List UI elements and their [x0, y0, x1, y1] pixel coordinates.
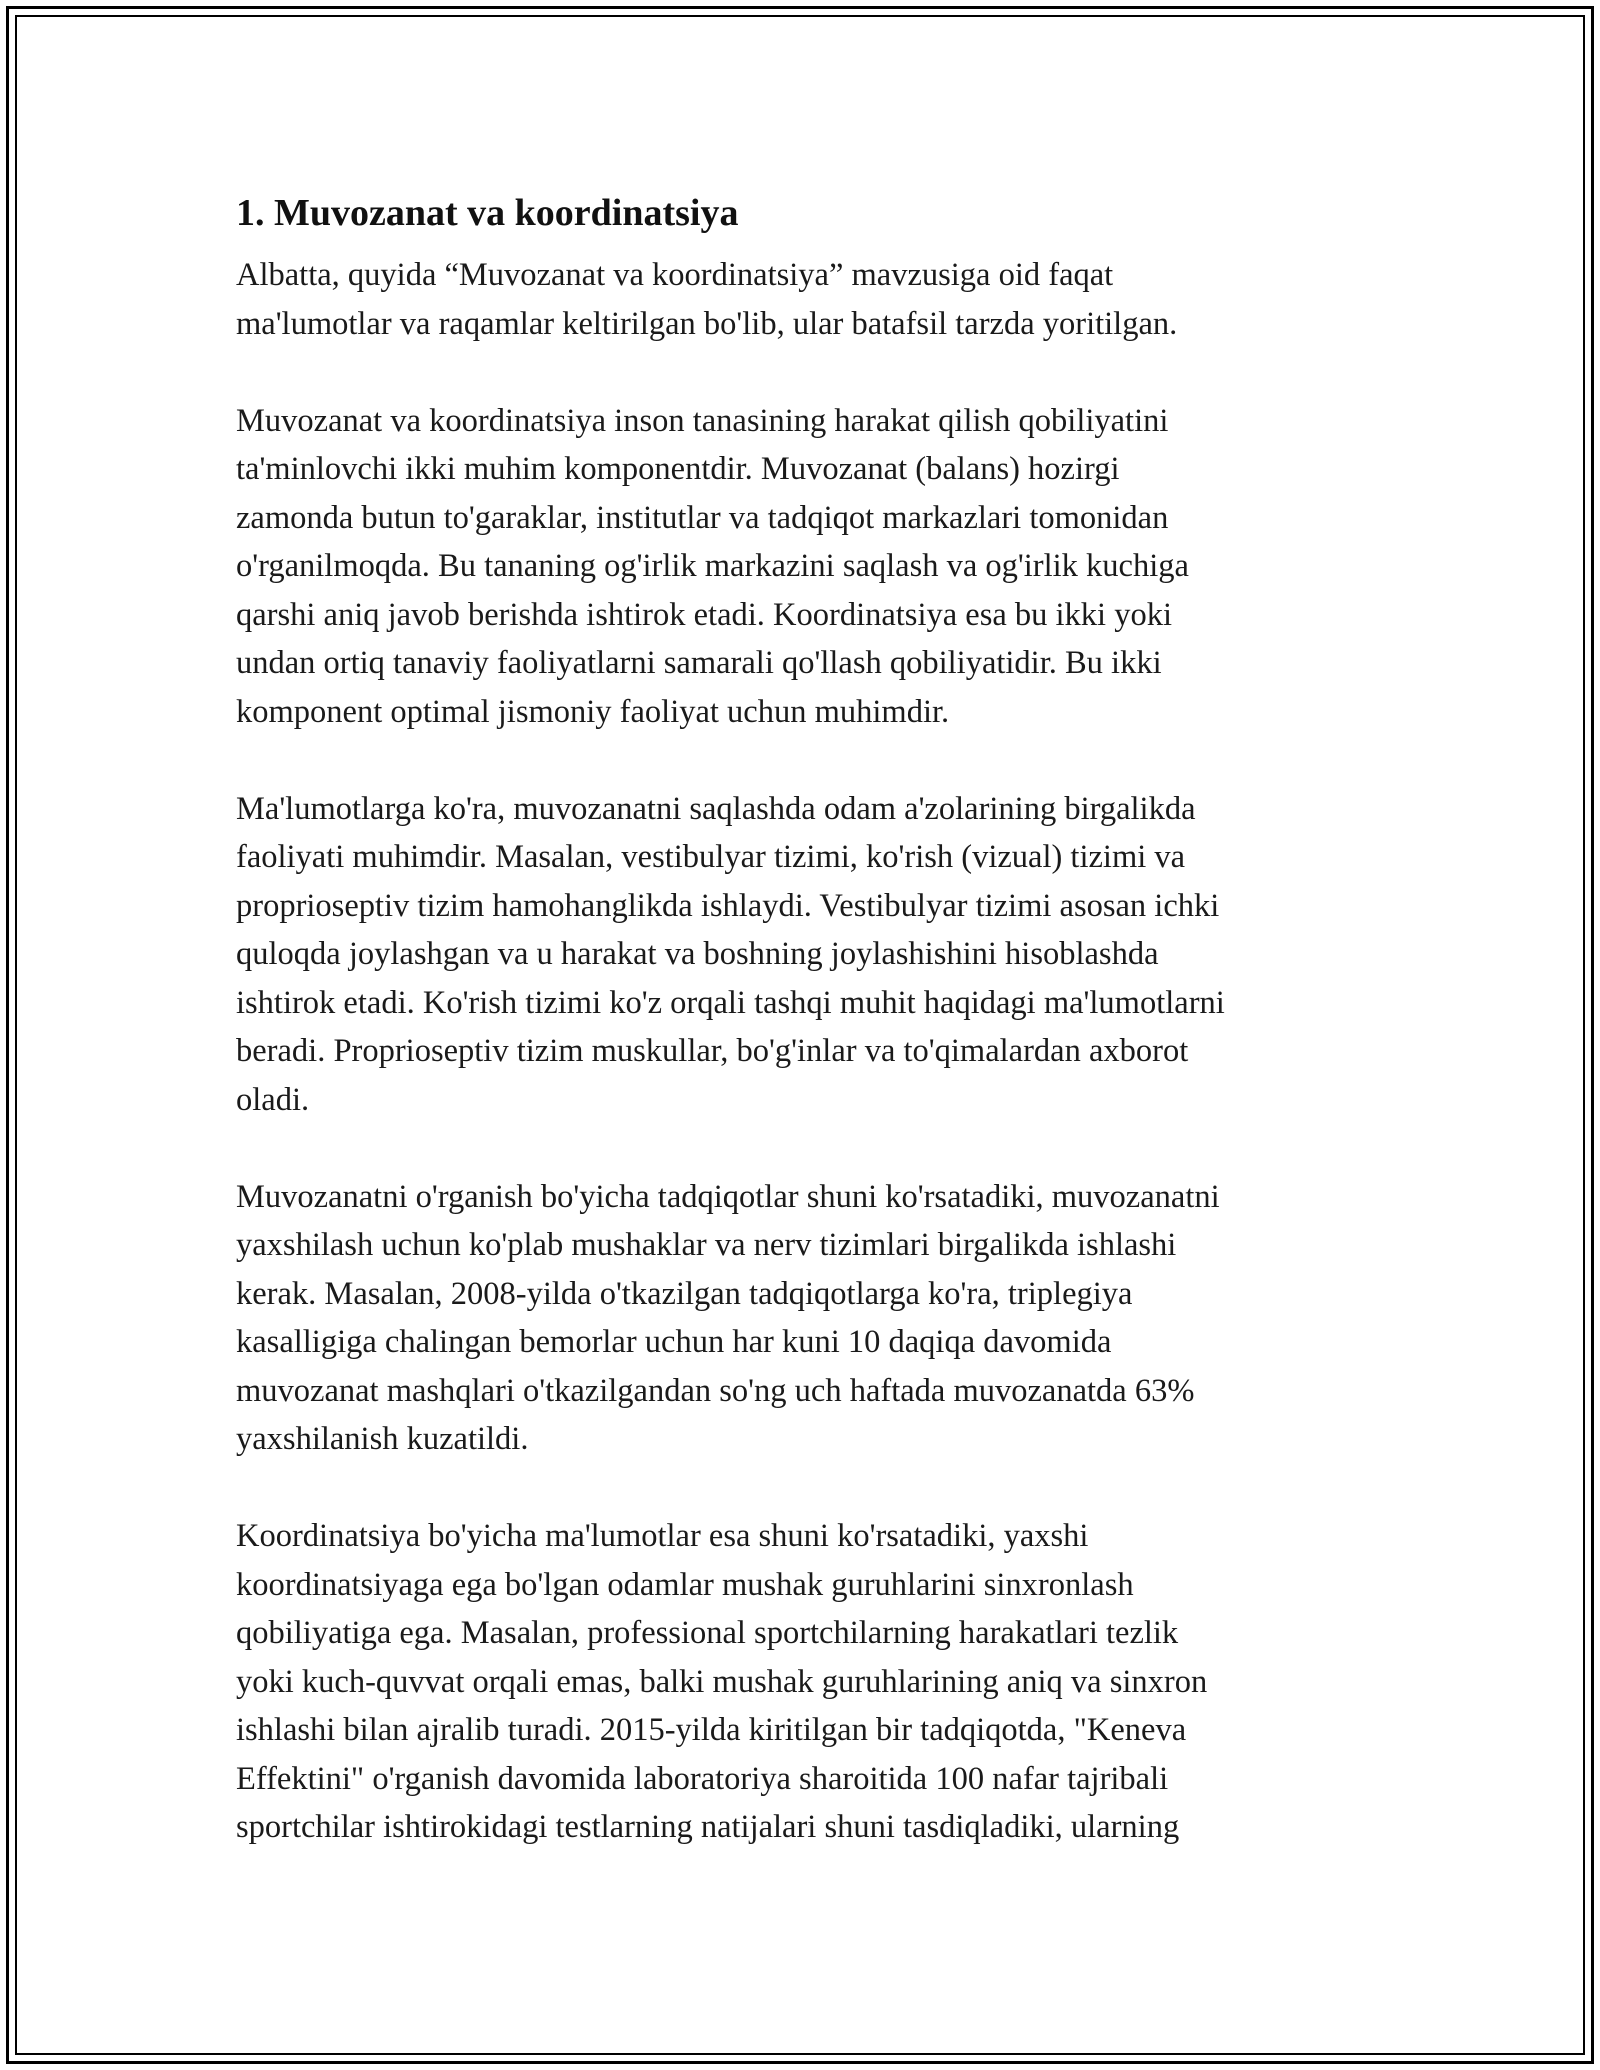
body-paragraph — [236, 1173, 1356, 1464]
text-line: muvozanat mashqlari o'tkazilgandan so'ng uch haftada muvozanatda 63% — [236, 1372, 1195, 1409]
text-line: zamonda butun to'garaklar, institutlar va tadqiqot markazlari tomonidan — [236, 499, 1169, 536]
text-line: undan ortiq tanaviy faoliyatlarni samarali qo'llash qobiliyatidir. Bu ikki — [236, 645, 1162, 681]
text-line: oladi. — [236, 1081, 310, 1118]
text-line: kerak. Masalan, 2008-yilda o'tkazilgan tadqiqotlarga ko'ra, triplegiya — [236, 1275, 1133, 1312]
body-paragraph — [236, 785, 1356, 1125]
text-line: qarshi aniq javob berishda ishtirok etadi. Koordinatsiya esa bu ikki yoki — [236, 596, 1172, 633]
text-line: ishlashi bilan ajralib turadi. 2015-yilda kiritilgan bir tadqiqotda, "Keneva — [236, 1712, 1187, 1748]
text-line: Ma'lumotlarga ko'ra, muvozanatni saqlashda odam a'zolarining birgalikda — [236, 790, 1196, 827]
document-body — [236, 183, 1356, 1900]
text-line: Muvozanat va koordinatsiya inson tanasining harakat qilish qobiliyatini — [236, 402, 1169, 439]
text-line: yaxshilash uchun ko'plab mushaklar va nerv tizimlari birgalikda ishlashi — [236, 1227, 1177, 1263]
body-paragraph — [236, 1512, 1356, 1852]
text-line: proprioseptiv tizim hamohanglikda ishlaydi. Vestibulyar tizimi asosan ichki — [236, 887, 1220, 924]
text-line: ma'lumotlar va raqamlar keltirilgan bo'lib, ular batafsil tarzda yoritilgan. — [236, 305, 1178, 342]
text-line: kasalligiga chalingan bemorlar uchun har kuni 10 daqiqa davomida — [236, 1324, 1112, 1360]
text-line: Koordinatsiya bo'yicha ma'lumotlar esa shuni ko'rsatadiki, yaxshi — [236, 1518, 1089, 1554]
text-line: yaxshilanish kuzatildi. — [236, 1421, 529, 1457]
text-line: beradi. Proprioseptiv tizim muskullar, bo'g'inlar va to'qimalardan axborot — [236, 1033, 1189, 1069]
text-line: o'rganilmoqda. Bu tananing og'irlik markazini saqlash va og'irlik kuchiga — [236, 548, 1189, 584]
text-line: koordinatsiyaga ega bo'lgan odamlar mushak guruhlarini sinxronlash — [236, 1566, 1134, 1603]
text-line: quloqda joylashgan va u harakat va boshning joylashishini hisoblashda — [236, 936, 1159, 972]
text-line: komponent optimal jismoniy faoliyat uchun muhimdir. — [236, 693, 950, 730]
body-paragraph — [236, 251, 1356, 348]
text-line: sportchilar ishtirokidagi testlarning natijalari shuni tasdiqladiki, ularning — [236, 1809, 1180, 1845]
text-line: ishtirok etadi. Ko'rish tizimi ko'z orqali tashqi muhit haqidagi ma'lumotlarni — [236, 984, 1225, 1021]
text-line: ta'minlovchi ikki muhim komponentdir. Muvozanat (balans) hozirgi — [236, 451, 1120, 487]
body-paragraph — [236, 397, 1356, 737]
section-heading: 1. Muvozanat va koordinatsiya — [236, 192, 739, 234]
text-line: Albatta, quyida “Muvozanat va koordinatsiya” mavzusiga oid faqat — [236, 257, 1114, 293]
text-line: Muvozanatni o'rganish bo'yicha tadqiqotlar shuni ko'rsatadiki, muvozanatni — [236, 1178, 1220, 1215]
text-line: qobiliyatiga ega. Masalan, professional sportchilarning harakatlari tezlik — [236, 1615, 1179, 1651]
paragraph-list — [236, 251, 1356, 1852]
text-line: Effektini" o'rganish davomida laboratoriya sharoitida 100 nafar tajribali — [236, 1760, 1169, 1797]
text-line: faoliyati muhimdir. Masalan, vestibulyar tizimi, ko'rish (vizual) tizimi va — [236, 839, 1186, 875]
text-line: yoki kuch-quvvat orqali emas, balki mushak guruhlarining aniq va sinxron — [236, 1663, 1208, 1700]
